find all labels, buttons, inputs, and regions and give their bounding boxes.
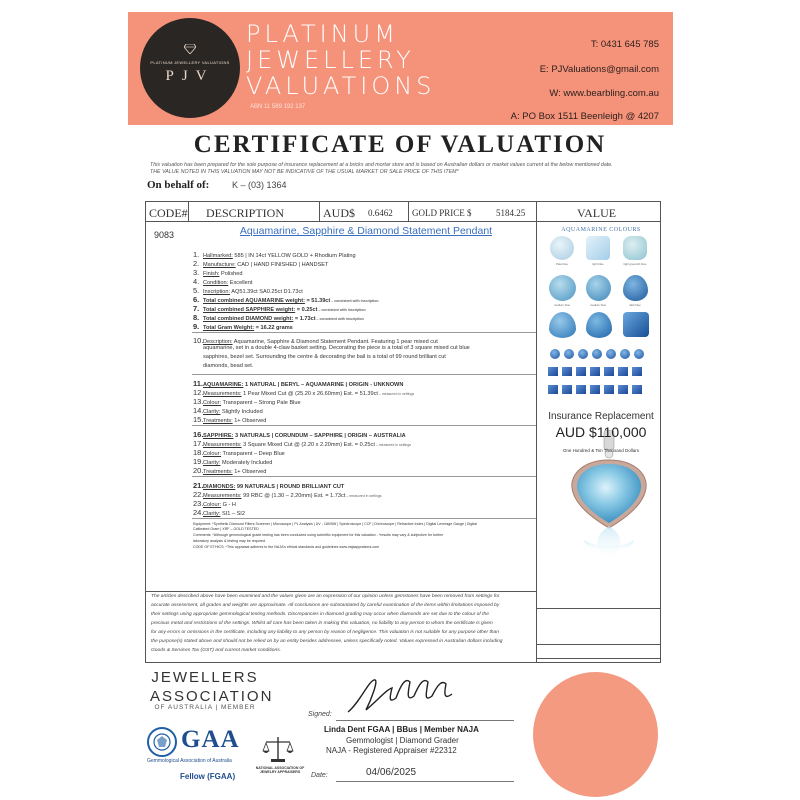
- naja-logo-text: NATIONAL ASSOCIATION OF JEWELRY APPRAISERS: [255, 766, 305, 775]
- date-value: 04/06/2025: [365, 767, 417, 778]
- section-divider: [192, 425, 536, 426]
- appraiser-title-1: Gemmologist | Diamond Grader: [346, 736, 459, 745]
- signature: [340, 672, 470, 718]
- col-value: VALUE: [577, 206, 617, 220]
- desc-divider: [319, 202, 320, 221]
- appraiser-title-2: NAJA - Registered Appraiser #22312: [326, 746, 457, 755]
- logo-small-text: PLATINUM JEWELLERY VALUATIONS: [150, 60, 230, 65]
- brand-line-2: JEWELLERY: [246, 46, 415, 74]
- line-3: 3. Finish: Polished: [193, 268, 243, 277]
- aquamarine-line-14: 14.Clarity: Slightly Included: [193, 406, 263, 415]
- gem-swatch-square: [623, 312, 649, 337]
- gem-dot: [578, 349, 588, 359]
- comments-note-2: laboratory analysis & testing may be required.: [193, 539, 266, 543]
- disclaimer-line: The articles described above have been examined and the values given are an expression of our opinion unless gemstones have been removed from settings for: [151, 594, 500, 599]
- intro-line-1: This valuation has been prepared for the sole purpose of insurance replacement at a bricks and mortar store and is based on Australian dollars or market values current at the below mentioned date.: [150, 162, 613, 168]
- brand-line-3: VALUATIONS: [246, 72, 436, 100]
- line-2: 2. Manufacture: CAD | HAND FINISHED | HANDSET: [193, 259, 329, 268]
- line-1: 1. Hallmarked: 585 | IN 14ct YELLOW GOLD + Rhodium Plating: [193, 250, 356, 259]
- abn-number: ABN 11 589 192 137: [250, 104, 306, 110]
- date-label: Date:: [311, 772, 328, 779]
- gaa-logo-text: GAA: [181, 726, 240, 753]
- aquamarine-line-15: 15.Treatments: 1+ Observed: [193, 415, 267, 424]
- signed-label: Signed:: [308, 711, 332, 718]
- appraiser-name: Linda Dent FGAA | BBus | Member NAJA: [324, 725, 479, 734]
- scales-icon: [262, 735, 294, 765]
- line-7: 7. Total combined SAPPHIRE weight: = 0.25ct – consistent with inscription: [193, 304, 366, 313]
- company-logo: [140, 18, 240, 118]
- disclaimer-line: for any errors or omissions in the certificate, including any liability to any person by reason of negligence. This valuation is not suitable for any purpose other than: [151, 630, 499, 635]
- logo-initials: PJV: [165, 68, 215, 84]
- gem-dot: [634, 349, 644, 359]
- line-5: 5. Inscription: AQ51.39ct SA0.25ct D1.73ct: [193, 286, 303, 295]
- insurance-divider-mid: [536, 644, 660, 645]
- insurance-value: AUD $110,000: [555, 424, 647, 440]
- item-code: 9083: [154, 230, 175, 240]
- gaa-emblem-icon: [147, 727, 177, 757]
- behalf-value: K – (03) 1364: [232, 180, 287, 190]
- line-8: 8. Total combined DIAMOND weight: = 1.73ct – consistent with inscription: [193, 313, 364, 322]
- aud-divider: [408, 202, 409, 221]
- comments-note: Comments: *Although gemmological grade testing has been conducted using scientific equipment for this valuation - *results may vary & subjective for further: [193, 533, 444, 537]
- disclaimer-line: precious metal and restrictions of the settings. Whilst all care has been taken in making this valuation, no liability to any person to whom the certificate is given: [151, 621, 493, 626]
- aquamarine-line-12: 12.Measurements: 1 Pear Mixed Cut @ (25.20 x 26.60mm) Est. = 51.39ct – measured in settings: [193, 388, 415, 397]
- gem-dot: [550, 349, 560, 359]
- gem-square: [576, 385, 586, 394]
- gem-swatch-pear: [549, 312, 576, 338]
- gem-square: [604, 367, 614, 376]
- aquamarine-colours-title: AQUAMARINE COLOURS: [561, 227, 641, 233]
- description-line-1: 10.Description: Aquamarine, Sapphire & Diamond Statement Pendant. Featuring 1 pear mixed cut: [193, 336, 438, 345]
- col-code: CODE#: [149, 206, 188, 220]
- gem-dot: [564, 349, 574, 359]
- insurance-label: Insurance Replacement: [548, 411, 654, 422]
- insurance-divider-top: [536, 608, 660, 609]
- gem-square: [576, 367, 586, 376]
- certificate-title: CERTIFICATE OF VALUATION: [193, 131, 607, 158]
- gem-label: medium blue: [589, 303, 606, 307]
- gem-swatch-dark: [623, 275, 648, 301]
- gem-square: [562, 385, 572, 394]
- description-line-3: sapphires, bezel set. Surrounding the centre & decorating the bail is a total of 99 round brilliant cut: [203, 354, 446, 360]
- brand-line-1: PLATINUM: [246, 20, 399, 48]
- diamond-line-24: 24.Clarity: SI1 – SI2: [193, 508, 245, 517]
- sapphire-line-18: 18.Colour: Transparent – Deep Blue: [193, 448, 285, 457]
- line-9: 9. Total Gram Weight: = 16.22 grams: [193, 322, 293, 331]
- ja-logo-line-3: OF AUSTRALIA | MEMBER: [154, 704, 256, 711]
- gem-swatch-light: [586, 236, 610, 260]
- disclaimer-line: Goods & Services Tax (GST) and current market conditions.: [151, 648, 282, 653]
- gem-swatch-pear: [586, 312, 612, 338]
- aquamarine-line-11: 11.AQUAMARINE: 1 NATURAL | BERYL – AQUAMARINE | ORIGIN - UNKNOWN: [193, 379, 404, 388]
- col-gold-label: GOLD PRICE $: [412, 208, 472, 218]
- disclaimer-line: the purpose(s) stated above and should not be relied on by an entity besides addressee, unless specifically noted. Values expressed in Australian dollars including: [151, 639, 503, 644]
- section-divider: [192, 518, 536, 519]
- diamond-line-22: 22.Measurements: 99 RBC @ (1.30 – 2.20mm) Est. = 1.73ct – measured in settings: [193, 490, 382, 499]
- line-4: 4. Condition: Excellent: [193, 277, 253, 286]
- gem-label: medium blue: [553, 303, 570, 307]
- gem-square: [548, 367, 558, 376]
- gem-swatch-medium: [549, 275, 576, 301]
- gem-swatch-greenish: [623, 236, 647, 260]
- gem-square: [632, 367, 642, 376]
- contact-phone: T: 0431 645 785: [590, 39, 659, 50]
- contact-email[interactable]: E: PJValuations@gmail.com: [539, 64, 659, 75]
- gem-dot: [620, 349, 630, 359]
- gem-dot: [592, 349, 602, 359]
- gem-label: dark blue: [629, 303, 641, 307]
- line-6: 6. Total combined AQUAMARINE weight: = 51.39ct – consistent with inscription: [193, 295, 379, 304]
- disclaimer-divider: [146, 591, 536, 592]
- description-line-2: aquamarine, set in a double 4-claw basket setting. Decorating the piece is a total of 3 square mixed cut blue: [203, 345, 470, 351]
- header-divider: [146, 221, 660, 222]
- code-of-ethics-note: CODE OF ETHICS: *This appraisal adheres to the NAJA's ethical standards and guidelines www.najaappraisers.com: [193, 545, 380, 549]
- contact-address: A: PO Box 1511 Beenleigh @ 4207: [510, 111, 659, 122]
- disclaimer-line: accurate assessment, all grades and weights are approximate. All conclusions are substantiated by careful examination of the items within limitations imposed by: [151, 603, 500, 608]
- fellow-badge: Fellow (FGAA): [180, 772, 236, 781]
- diamond-icon: [184, 44, 196, 54]
- gem-square: [562, 367, 572, 376]
- col-description: DESCRIPTION: [206, 206, 285, 220]
- aquamarine-line-13: 13.Colour: Transparent – Strong Pale Blue: [193, 397, 301, 406]
- item-title: Aquamarine, Sapphire & Diamond Statement Pendant: [239, 225, 493, 237]
- header-banner: [128, 12, 673, 125]
- insurance-divider-bottom: [536, 658, 660, 659]
- gem-dot: [606, 349, 616, 359]
- col-aud-value: 0.6462: [368, 208, 393, 218]
- gem-label: light greenish blue: [623, 262, 647, 266]
- date-line: [336, 781, 514, 782]
- gem-square: [548, 385, 558, 394]
- gem-square: [618, 367, 628, 376]
- description-line-4: diamonds, bead set.: [203, 363, 254, 369]
- gem-label: light blue: [592, 262, 604, 266]
- equipment-note-2: Calibrated Gram | XRF – GOLD TESTED: [193, 527, 259, 531]
- gem-square: [618, 385, 628, 394]
- signature-line: [336, 720, 514, 721]
- gem-swatch-pale: [550, 236, 574, 260]
- col-gold-value: 5184.25: [496, 208, 526, 218]
- gem-label: Pale blue: [556, 262, 568, 266]
- col-aud-label: AUD$: [323, 206, 355, 220]
- insurance-value-words: One Hundred & Ten Thousand Dollars: [562, 448, 640, 453]
- equipment-note: Equipment: *Synthetic Diamond Filters Screener | Microscope | PL Analysis | UV - 180/5W | Spectroscope | CCF | Dichroscope | Refractive Index | Digital Leverage Gauge | Digital: [193, 522, 477, 526]
- section-divider: [192, 476, 536, 477]
- gem-square: [604, 385, 614, 394]
- sapphire-line-16: 16.SAPPHIRE: 3 NATURALS | CORUNDUM – SAPPHIRE | ORIGIN – AUSTRALIA: [193, 430, 406, 439]
- sapphire-line-19: 19.Clarity: Moderately Included: [193, 457, 273, 466]
- seal-stamp: [533, 672, 658, 797]
- section-divider: [192, 332, 536, 333]
- gem-square: [590, 367, 600, 376]
- disclaimer-line: their settings using appropriate gemmological testing methods. Discrepancies in diamond grading may occur when diamonds are set due to the colour of the: [151, 612, 489, 617]
- gaa-subtitle: Gemmological Association of Australia: [147, 758, 232, 764]
- diamond-line-23: 23.Colour: G - H: [193, 499, 236, 508]
- gem-swatch-medium: [586, 275, 611, 301]
- gem-square: [632, 385, 642, 394]
- diamond-line-21: 21.DIAMONDS: 99 NATURALS | ROUND BRILLIANT CUT: [193, 481, 345, 490]
- gem-square: [590, 385, 600, 394]
- code-divider: [188, 202, 189, 221]
- ja-logo-line-1: JEWELLERS: [151, 669, 259, 686]
- behalf-label: On behalf of:: [147, 179, 210, 191]
- sapphire-line-20: 20.Treatments: 1+ Observed: [193, 466, 267, 475]
- ja-logo-line-2: ASSOCIATION: [150, 688, 274, 705]
- value-divider: [536, 202, 537, 662]
- intro-line-2: THE VALUE NOTED IN THIS VALUATION MAY NOT BE INDICATIVE OF THE USUAL MARKET OR SALE PRICE OF THIS ITEM*: [150, 169, 459, 175]
- contact-web[interactable]: W: www.bearbling.com.au: [549, 88, 659, 99]
- sapphire-line-17: 17.Measurements: 3 Square Mixed Cut @ (2.20 x 2.20mm) Est. = 0.25ct – measured in settings: [193, 439, 412, 448]
- section-divider: [192, 374, 536, 375]
